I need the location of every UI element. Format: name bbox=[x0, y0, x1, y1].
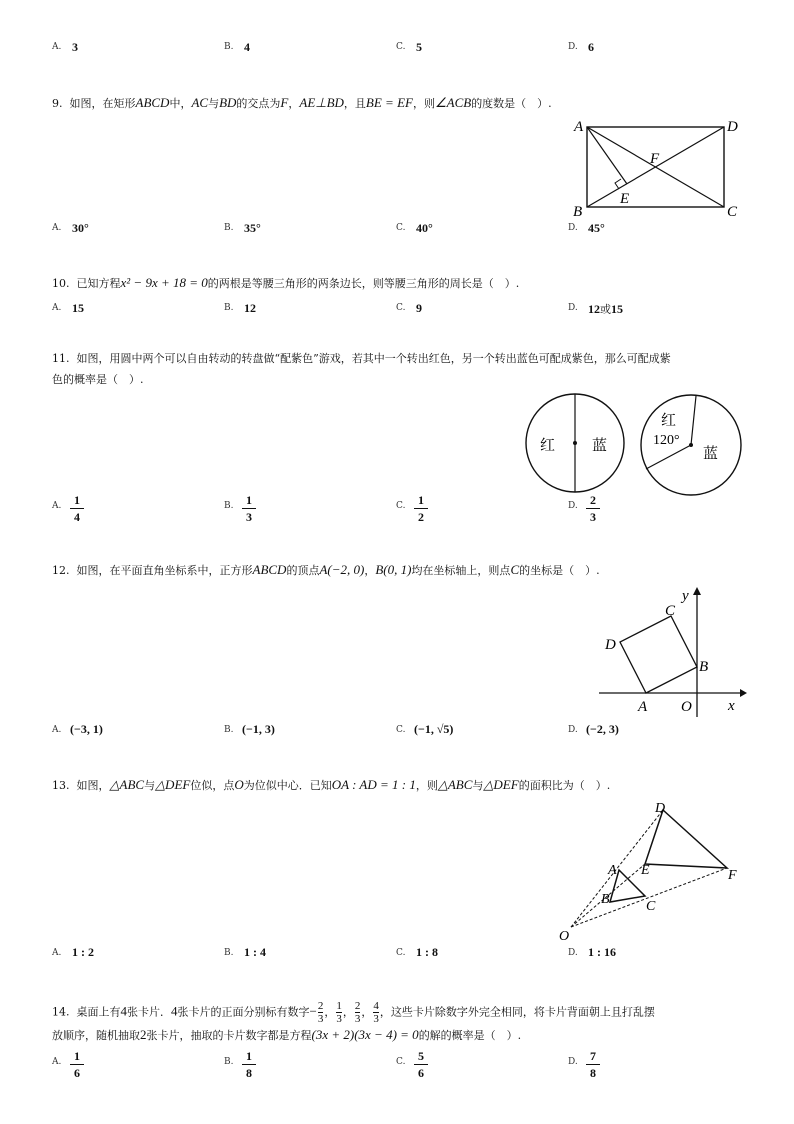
q13-option-b-label: B. bbox=[224, 948, 234, 958]
q12-label-b: B bbox=[699, 659, 709, 675]
q12-option-b-value: (−1, 3) bbox=[242, 722, 275, 736]
q9-label-f: F bbox=[650, 151, 660, 167]
q14-minus-sign: − bbox=[309, 1003, 317, 1019]
q14-option-c-label: C. bbox=[396, 1057, 406, 1067]
q13-homothety-figure bbox=[555, 798, 745, 943]
q9-segment-ae bbox=[587, 127, 627, 184]
q14-option-a-fraction: 1 6 bbox=[70, 1049, 84, 1080]
q11-number: 11. bbox=[52, 352, 70, 365]
q13-text-6: 与 bbox=[472, 779, 484, 792]
q9-option-b-value: 35° bbox=[244, 221, 261, 235]
q14-option-b-fraction: 1 8 bbox=[242, 1049, 256, 1080]
q13-math-2: △DEF bbox=[155, 777, 191, 792]
q9-label-e: E bbox=[620, 191, 630, 207]
q14-option-b-label: B. bbox=[224, 1057, 234, 1067]
q14-text-5: 放顺序，随机抽取 bbox=[52, 1029, 140, 1042]
q8-option-a-value: 3 bbox=[72, 40, 78, 54]
q12-coordinate-figure bbox=[595, 585, 745, 720]
q12-text-1: 如图，在平面直角坐标系中，正方形 bbox=[76, 564, 253, 577]
q14-text-1: 桌面上有 bbox=[76, 1005, 121, 1019]
q11-text-1: 如图，用圆中两个可以自由转动的转盘做“配紫色”游戏，若其中一个转出红色，另一个转出蓝色可配成紫色，那么可配成紫 bbox=[76, 352, 671, 365]
q12-option-d-label: D. bbox=[568, 725, 578, 735]
q10-option-d-or: 或 bbox=[600, 303, 611, 316]
q13-option-a-label: A. bbox=[52, 948, 62, 958]
q9-option-a-value: 30° bbox=[72, 221, 89, 235]
q8-option-c-value: 5 bbox=[416, 40, 422, 54]
q12-label-a: A bbox=[638, 699, 648, 715]
q11-option-b-label: B. bbox=[224, 501, 234, 511]
q10-option-b-label: B. bbox=[224, 303, 234, 313]
q12-text-4: 均在坐标轴上，则点 bbox=[411, 564, 511, 577]
q14-text-7: 的解的概率是（ ）. bbox=[418, 1029, 522, 1042]
q13-stem bbox=[52, 777, 610, 793]
q14-option-d-label: D. bbox=[568, 1057, 578, 1067]
q11-option-a-label: A. bbox=[52, 501, 62, 511]
q11-option-c-fraction: 1 2 bbox=[414, 493, 428, 524]
q10-number: 10. bbox=[52, 277, 70, 290]
q14-option-c-fraction: 5 6 bbox=[414, 1049, 428, 1080]
q9-option-b-label: B. bbox=[224, 223, 234, 233]
q14-fraction-2: $\frac{1}{3}$ bbox=[336, 1000, 342, 1025]
q8-option-a-label: A. bbox=[52, 42, 62, 52]
q13-label-o: O bbox=[559, 929, 570, 944]
q13-math-1: △ABC bbox=[109, 777, 145, 792]
q14-comma-2: ， bbox=[342, 1005, 354, 1019]
q9-text-8: 的度数是（ ）. bbox=[471, 97, 552, 110]
q11-option-d-label: D. bbox=[568, 501, 578, 511]
q8-option-d-value: 6 bbox=[588, 40, 594, 54]
q14-text-6: 张卡片，抽取的卡片数字都是方程 bbox=[146, 1029, 312, 1042]
q12-math-3: B(0, 1) bbox=[375, 562, 412, 577]
q9-math-3: BD bbox=[219, 95, 237, 110]
q14-equation: (3x + 2)(3x − 4) = 0 bbox=[311, 1027, 419, 1042]
q10-option-b-value: 12 bbox=[244, 301, 256, 315]
q9-text-4: 的交点为 bbox=[236, 97, 281, 110]
q11-option-b-fraction: 1 3 bbox=[242, 493, 256, 524]
q12-option-a-label: A. bbox=[52, 725, 62, 735]
q12-option-c-label: C. bbox=[396, 725, 406, 735]
q10-option-a-label: A. bbox=[52, 303, 62, 313]
q9-math-6: BE = EF bbox=[365, 95, 413, 110]
q12-square-abcd bbox=[620, 616, 697, 693]
q9-option-c-value: 40° bbox=[416, 221, 433, 235]
q12-option-d-value: (−2, 3) bbox=[586, 722, 619, 736]
q13-label-e: E bbox=[641, 863, 650, 878]
q10-option-d-label: D. bbox=[568, 303, 578, 313]
q9-rectangle-figure bbox=[570, 115, 750, 220]
q11-spinner-1 bbox=[526, 394, 624, 492]
q12-label-y: y bbox=[682, 588, 689, 604]
q14-num-3: 2 bbox=[140, 1027, 147, 1042]
q8-option-b-label: B. bbox=[224, 42, 234, 52]
q9-label-a: A bbox=[574, 119, 584, 135]
q13-math-5: △ABC bbox=[437, 777, 473, 792]
q9-label-d: D bbox=[727, 119, 738, 135]
q11-option-c-label: C. bbox=[396, 501, 406, 511]
q9-text-1: 如图，在矩形 bbox=[69, 97, 136, 110]
q11-spinner-2-angle: 120° bbox=[653, 433, 680, 448]
q9-option-c-label: C. bbox=[396, 223, 406, 233]
q8-option-c-label: C. bbox=[396, 42, 406, 52]
q12-label-o: O bbox=[681, 699, 692, 715]
q13-option-b-value: 1 : 4 bbox=[244, 945, 266, 959]
q13-triangle-def bbox=[645, 810, 727, 868]
q13-math-6: △DEF bbox=[483, 777, 519, 792]
q12-math-4: C bbox=[510, 562, 520, 577]
q9-text-5: ， bbox=[288, 97, 300, 110]
q13-text-7: 的面积比为（ ）. bbox=[518, 779, 611, 792]
q13-text-4: 为位似中心．已知 bbox=[243, 779, 332, 792]
q10-option-d-value bbox=[588, 301, 623, 317]
q13-text-5: ，则 bbox=[415, 779, 438, 792]
q14-option-a-label: A. bbox=[52, 1057, 62, 1067]
q10-text-2: 的两根是等腰三角形的两条边长，则等腰三角形的周长是（ ）. bbox=[207, 277, 520, 290]
q14-comma-1: ， bbox=[324, 1005, 336, 1019]
q12-option-c-value: (−1, √5) bbox=[414, 722, 454, 736]
q13-option-d-value: 1 : 16 bbox=[588, 945, 616, 959]
q9-math-1: ABCD bbox=[135, 95, 170, 110]
q12-y-arrow-icon bbox=[693, 587, 701, 595]
q12-math-2: A(−2, 0) bbox=[319, 562, 365, 577]
q11-spinners-figure bbox=[520, 392, 750, 502]
q9-text-2: 中， bbox=[169, 97, 192, 110]
q11-option-d-fraction: 2 3 bbox=[586, 493, 600, 524]
q9-math-7: ∠ACB bbox=[434, 95, 472, 110]
q14-text-4: ，这些卡片除数字外完全相同，将卡片背面朝上且打乱摆 bbox=[379, 1005, 655, 1019]
q10-option-d-value-2: 15 bbox=[611, 302, 623, 316]
q10-equation: x² − 9x + 18 = 0 bbox=[120, 275, 208, 290]
q13-label-a: A bbox=[608, 863, 617, 878]
q12-option-b-label: B. bbox=[224, 725, 234, 735]
q9-option-d-label: D. bbox=[568, 223, 578, 233]
q12-x-arrow-icon bbox=[740, 689, 747, 697]
q12-stem bbox=[52, 562, 600, 578]
q14-option-d-fraction: 7 8 bbox=[586, 1049, 600, 1080]
q13-option-d-label: D. bbox=[568, 948, 578, 958]
q9-number: 9. bbox=[52, 97, 63, 110]
q13-text-3: 位似，点 bbox=[190, 779, 235, 792]
q13-label-d: D bbox=[655, 801, 666, 816]
q9-text-7: ，则 bbox=[412, 97, 435, 110]
q13-label-f: F bbox=[728, 868, 737, 883]
q11-spinner-2-blue: 蓝 bbox=[703, 444, 719, 462]
q10-text-1: 已知方程 bbox=[76, 277, 121, 290]
q10-option-c-value: 9 bbox=[416, 301, 422, 315]
q13-label-b: B bbox=[601, 892, 610, 907]
q9-stem bbox=[52, 95, 552, 111]
q13-label-c: C bbox=[646, 899, 656, 914]
q13-text-2: 与 bbox=[144, 779, 156, 792]
q9-math-5: AE⊥BD bbox=[299, 95, 344, 110]
q11-spinner-2-red: 红 bbox=[661, 411, 677, 429]
q11-stem-line-2: 色的概率是（ ）. bbox=[52, 373, 144, 386]
q13-math-4: OA : AD = 1 : 1 bbox=[331, 777, 416, 792]
q10-option-d-value-1: 12 bbox=[588, 302, 600, 316]
q14-num-2: 4 bbox=[171, 1003, 178, 1019]
q9-math-2: AC bbox=[191, 95, 209, 110]
q12-text-2: 的顶点 bbox=[286, 564, 320, 577]
q13-number: 13. bbox=[52, 779, 70, 792]
q14-number: 14. bbox=[52, 1005, 70, 1019]
q12-text-5: 的坐标是（ ）. bbox=[519, 564, 600, 577]
q12-label-c: C bbox=[665, 603, 676, 619]
q11-stem-line-1 bbox=[52, 350, 671, 366]
q11-spinner-1-blue: 蓝 bbox=[592, 436, 608, 454]
q9-text-6: ，且 bbox=[343, 97, 366, 110]
q10-stem bbox=[52, 275, 519, 291]
q9-option-d-value: 45° bbox=[588, 221, 605, 235]
q12-option-a-value: (−3, 1) bbox=[70, 722, 103, 736]
q14-text-2: 张卡片． bbox=[127, 1005, 171, 1019]
q9-math-4: F bbox=[280, 95, 289, 110]
q14-fraction-3: $\frac{2}{3}$ bbox=[354, 1000, 361, 1025]
q9-option-a-label: A. bbox=[52, 223, 62, 233]
q13-math-3: O bbox=[234, 777, 244, 792]
q14-text-3: 张卡片的正面分别标有数字 bbox=[177, 1005, 310, 1019]
q9-label-c: C bbox=[727, 204, 738, 220]
q12-label-x: x bbox=[728, 698, 735, 714]
q14-stem-line-1 bbox=[52, 1000, 655, 1025]
q14-stem-line-2 bbox=[52, 1027, 521, 1043]
q13-option-c-value: 1 : 8 bbox=[416, 945, 438, 959]
q13-option-a-value: 1 : 2 bbox=[72, 945, 94, 959]
q12-number: 12. bbox=[52, 564, 70, 577]
q11-spinner-1-red: 红 bbox=[540, 436, 556, 454]
q9-label-b: B bbox=[573, 204, 583, 220]
q10-option-a-value: 15 bbox=[72, 301, 84, 315]
q14-fraction-1: $\frac{2}{3}$ bbox=[317, 1000, 324, 1025]
q12-label-d: D bbox=[605, 637, 616, 653]
q14-fraction-4: $\frac{4}{3}$ bbox=[373, 1000, 379, 1025]
q13-text-1: 如图， bbox=[76, 779, 110, 792]
q14-comma-3: ， bbox=[361, 1005, 373, 1019]
q13-option-c-label: C. bbox=[396, 948, 406, 958]
q14-num-1: 4 bbox=[120, 1003, 127, 1019]
q12-text-3: ， bbox=[364, 564, 376, 577]
q8-option-b-value: 4 bbox=[244, 40, 250, 54]
q9-text-3: 与 bbox=[208, 97, 220, 110]
q11-spinner-2 bbox=[641, 395, 741, 495]
q10-option-c-label: C. bbox=[396, 303, 406, 313]
q8-option-d-label: D. bbox=[568, 42, 578, 52]
q11-option-a-fraction: 1 4 bbox=[70, 493, 84, 524]
q12-math-1: ABCD bbox=[252, 562, 287, 577]
